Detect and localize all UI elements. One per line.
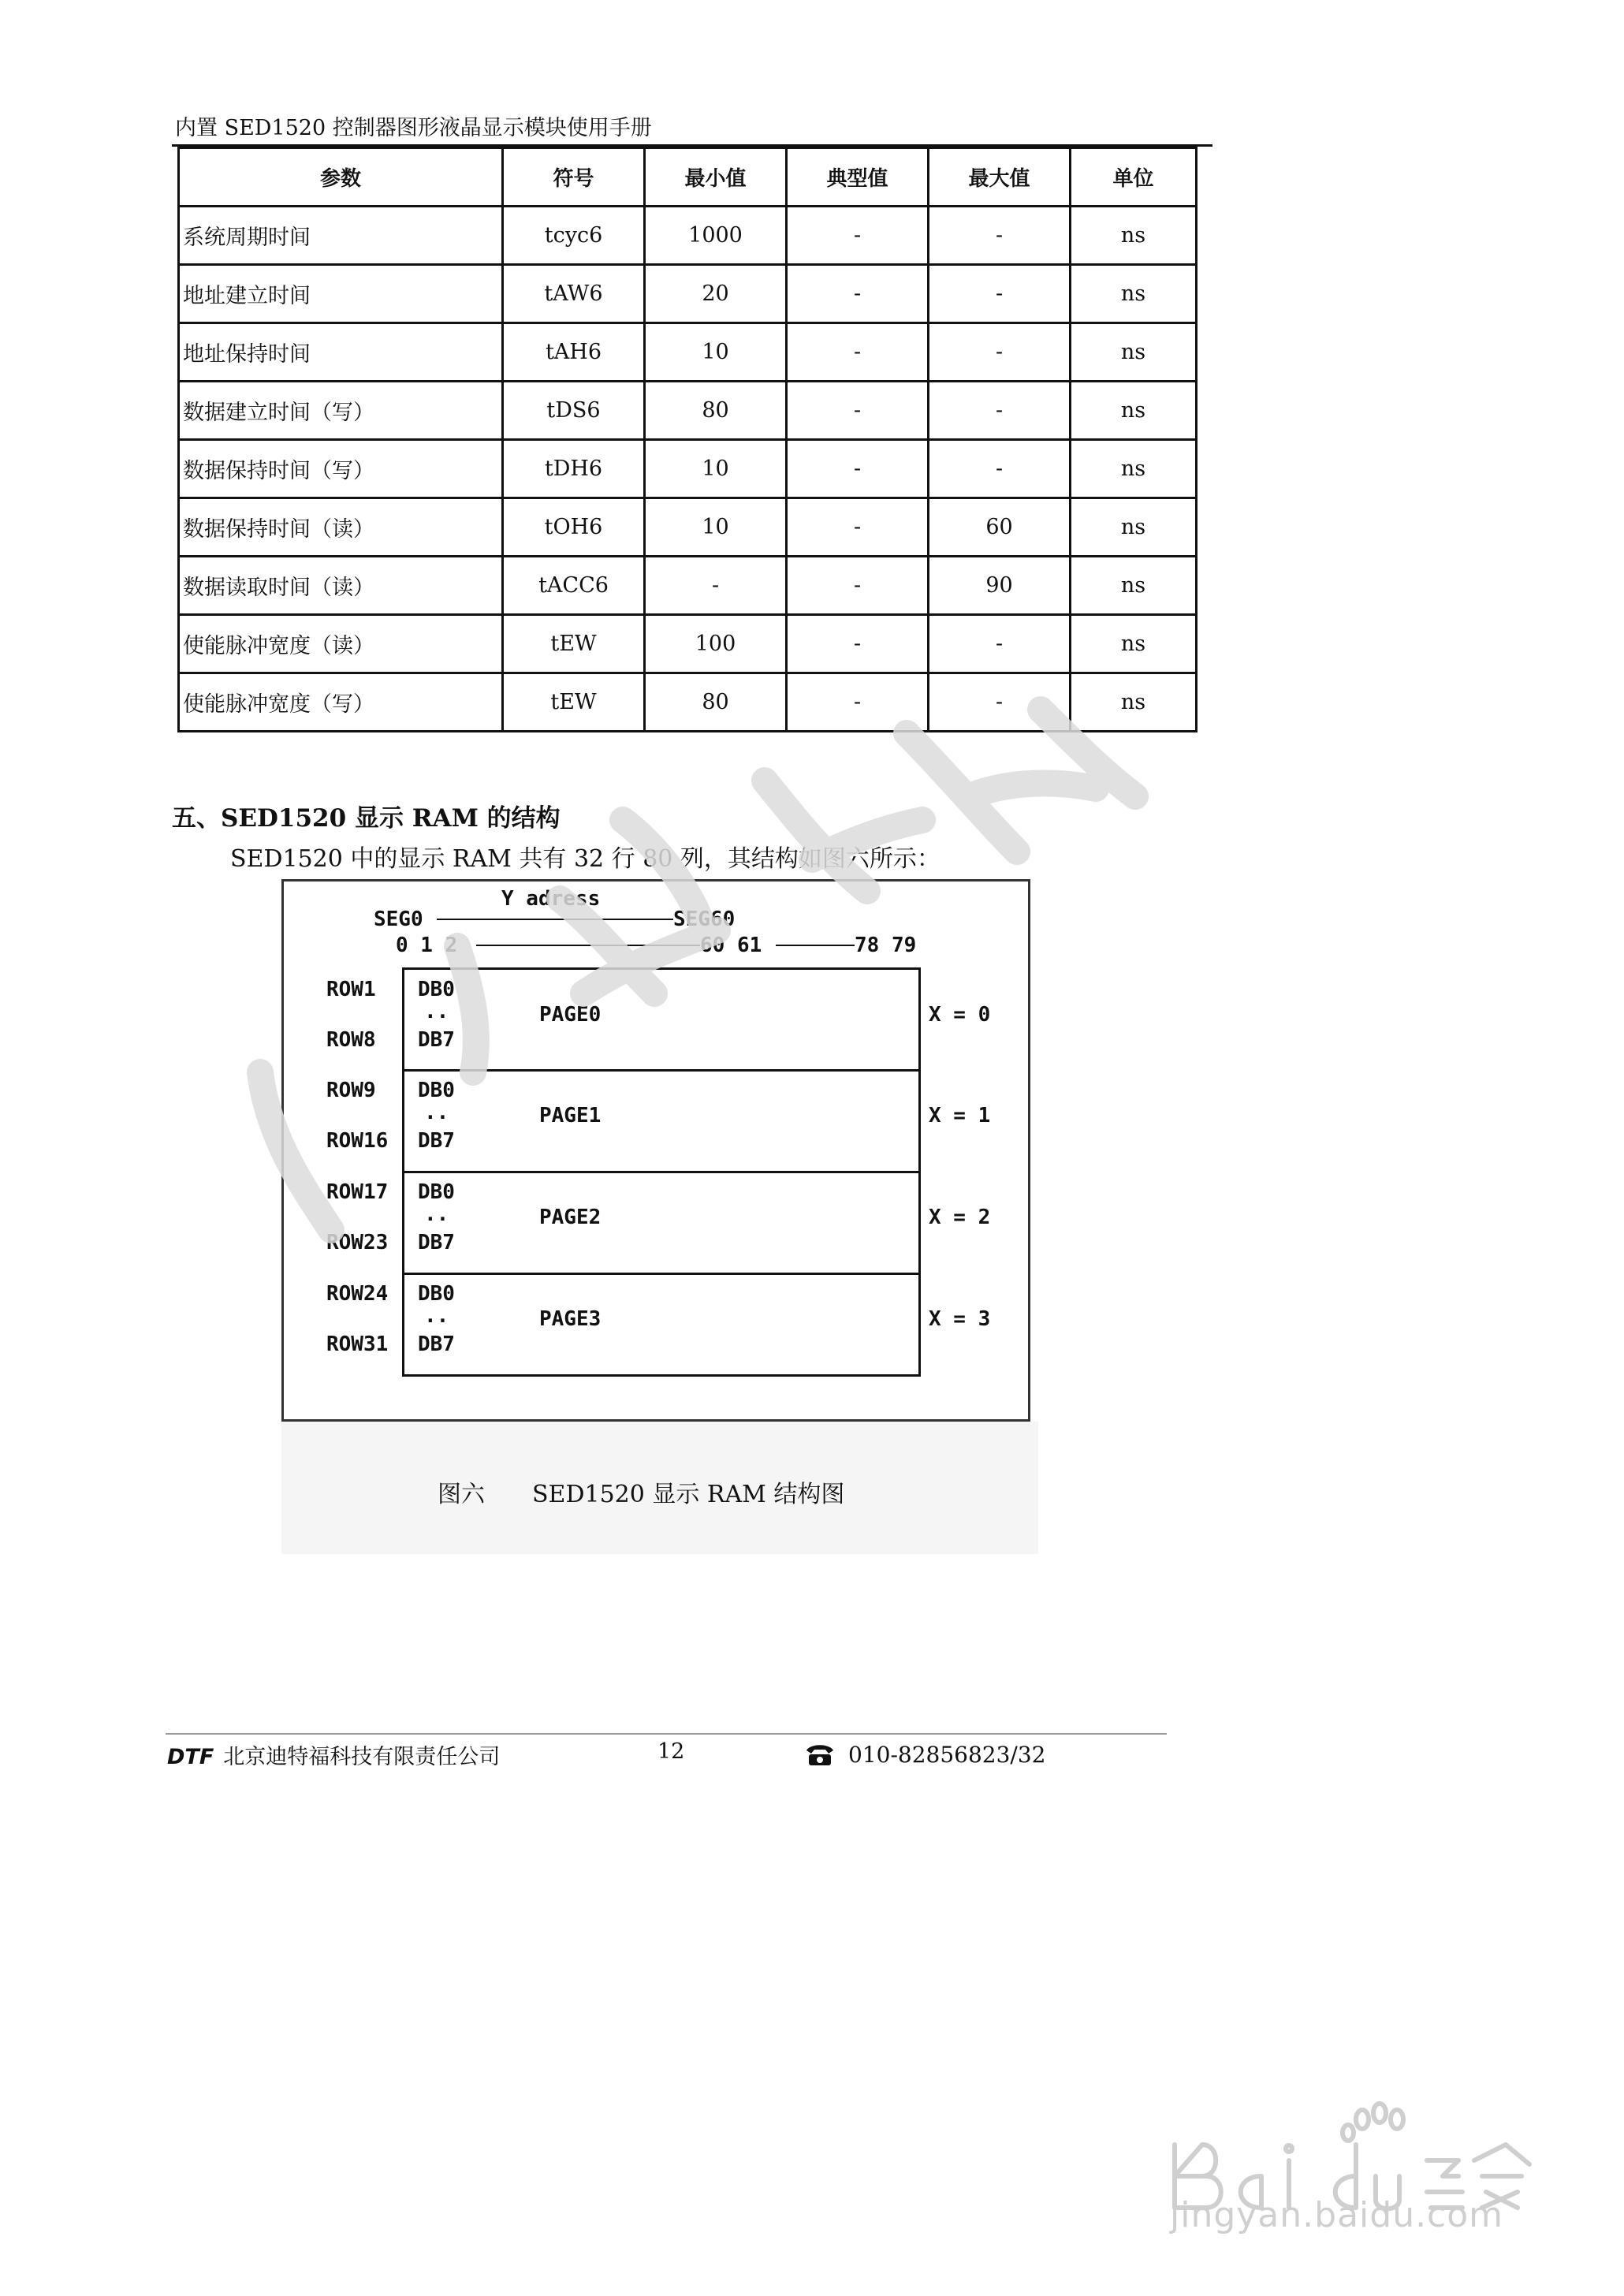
symbol-cell: tAH6 xyxy=(503,323,645,382)
section-heading: 五、SED1520 显示 RAM 的结构 xyxy=(172,804,561,833)
page-box-1 xyxy=(402,1069,921,1173)
param-cell: 系统周期时间 xyxy=(179,207,503,265)
typ-cell: - xyxy=(787,323,929,382)
section-intro: SED1520 中的显示 RAM 共有 32 行 80 列，其结构如图六所示： xyxy=(230,845,941,873)
telephone-icon xyxy=(804,1741,836,1768)
table-row xyxy=(179,440,1197,498)
unit-cell: ns xyxy=(1071,557,1197,615)
max-cell: - xyxy=(929,615,1071,673)
header-cell-max: 最大值 xyxy=(929,148,1071,207)
unit-cell: ns xyxy=(1071,207,1197,265)
page-number: 12 xyxy=(657,1739,685,1764)
page-label: PAGE3 xyxy=(539,1307,602,1331)
symbol-cell: tOH6 xyxy=(503,498,645,557)
figure-caption-number: 图六 xyxy=(438,1481,485,1508)
footer-company-name: 北京迪特福科技有限责任公司 xyxy=(223,1745,501,1769)
param-cell: 地址保持时间 xyxy=(179,323,503,382)
min-cell: 80 xyxy=(645,673,787,732)
page-box-2 xyxy=(402,1171,921,1275)
header-cell-min: 最小值 xyxy=(645,148,787,207)
x-address-label: X = 2 xyxy=(929,1206,991,1229)
header-cell-typ: 典型值 xyxy=(787,148,929,207)
min-cell: 10 xyxy=(645,498,787,557)
min-cell: 1000 xyxy=(645,207,787,265)
db-top-label: DB0 xyxy=(418,1282,455,1306)
row-top-label: ROW24 xyxy=(326,1282,389,1306)
max-cell: - xyxy=(929,323,1071,382)
param-cell: 使能脉冲宽度（读） xyxy=(179,615,503,673)
min-cell: 10 xyxy=(645,323,787,382)
phone-number: 010-82856823/32 xyxy=(848,1741,1046,1768)
db-dots: .. xyxy=(424,1202,449,1226)
table-row xyxy=(179,615,1197,673)
typ-cell: - xyxy=(787,207,929,265)
page-label: PAGE1 xyxy=(539,1104,602,1128)
col-axis-line-1 xyxy=(476,945,700,946)
row-bottom-label: ROW16 xyxy=(326,1129,389,1153)
db-bottom-label: DB7 xyxy=(418,1028,455,1052)
footer-rule xyxy=(166,1733,1167,1735)
typ-cell: - xyxy=(787,265,929,323)
db-dots: .. xyxy=(424,1000,449,1023)
watermark-url: jingyan.baidu.com xyxy=(1170,2195,1504,2235)
db-top-label: DB0 xyxy=(418,1079,455,1102)
symbol-cell: tDH6 xyxy=(503,440,645,498)
col-axis-line-2 xyxy=(776,945,855,946)
symbol-cell: tEW xyxy=(503,615,645,673)
db-bottom-label: DB7 xyxy=(418,1129,455,1153)
page-box-3 xyxy=(402,1273,921,1377)
seg-axis-line xyxy=(437,919,673,920)
max-cell: - xyxy=(929,207,1071,265)
table-row xyxy=(179,498,1197,557)
db-top-label: DB0 xyxy=(418,978,455,1001)
unit-cell: ns xyxy=(1071,673,1197,732)
table-row xyxy=(179,265,1197,323)
figure-caption-text: SED1520 显示 RAM 结构图 xyxy=(532,1481,845,1508)
typ-cell: - xyxy=(787,382,929,440)
unit-cell: ns xyxy=(1071,440,1197,498)
unit-cell: ns xyxy=(1071,382,1197,440)
row-bottom-label: ROW8 xyxy=(326,1028,376,1052)
max-cell: - xyxy=(929,440,1071,498)
min-cell: 20 xyxy=(645,265,787,323)
x-address-label: X = 0 xyxy=(929,1003,991,1027)
header-cell-param: 参数 xyxy=(179,148,503,207)
header-cell-symbol: 符号 xyxy=(503,148,645,207)
param-cell: 使能脉冲宽度（写） xyxy=(179,673,503,732)
max-cell: - xyxy=(929,673,1071,732)
unit-cell: ns xyxy=(1071,615,1197,673)
footer-brand-mark: DTF xyxy=(167,1745,214,1769)
typ-cell: - xyxy=(787,673,929,732)
symbol-cell: tACC6 xyxy=(503,557,645,615)
header-cell-unit: 单位 xyxy=(1071,148,1197,207)
typ-cell: - xyxy=(787,440,929,498)
param-cell: 数据读取时间（读） xyxy=(179,557,503,615)
page-header-title: 内置 SED1520 控制器图形液晶显示模块使用手册 xyxy=(175,116,652,140)
unit-cell: ns xyxy=(1071,498,1197,557)
min-cell: 80 xyxy=(645,382,787,440)
param-cell: 数据保持时间（读） xyxy=(179,498,503,557)
symbol-cell: tcyc6 xyxy=(503,207,645,265)
col-end-label: 78 79 xyxy=(855,934,917,957)
table-row xyxy=(179,207,1197,265)
typ-cell: - xyxy=(787,498,929,557)
col-start-label: 0 1 2 xyxy=(396,934,458,957)
table-row xyxy=(179,557,1197,615)
unit-cell: ns xyxy=(1071,265,1197,323)
row-top-label: ROW9 xyxy=(326,1079,376,1102)
typ-cell: - xyxy=(787,615,929,673)
max-cell: - xyxy=(929,265,1071,323)
typ-cell: - xyxy=(787,557,929,615)
timing-table xyxy=(177,147,1198,732)
y-address-label: Y adress xyxy=(501,887,601,911)
symbol-cell: tEW xyxy=(503,673,645,732)
table-row xyxy=(179,323,1197,382)
row-top-label: ROW17 xyxy=(326,1180,389,1204)
seg-mid-label: SEG60 xyxy=(673,908,736,931)
table-row xyxy=(179,382,1197,440)
col-mid-label: 60 61 xyxy=(700,934,762,957)
db-dots: .. xyxy=(424,1304,449,1328)
param-cell: 地址建立时间 xyxy=(179,265,503,323)
seg-start-label: SEG0 xyxy=(374,908,423,931)
x-address-label: X = 1 xyxy=(929,1104,991,1128)
max-cell: 90 xyxy=(929,557,1071,615)
row-bottom-label: ROW31 xyxy=(326,1332,389,1356)
page-box-0 xyxy=(402,967,921,1072)
min-cell: 10 xyxy=(645,440,787,498)
db-dots: .. xyxy=(424,1101,449,1124)
row-bottom-label: ROW23 xyxy=(326,1231,389,1254)
table-header-row xyxy=(179,148,1197,207)
param-cell: 数据保持时间（写） xyxy=(179,440,503,498)
param-cell: 数据建立时间（写） xyxy=(179,382,503,440)
page-label: PAGE2 xyxy=(539,1206,602,1229)
min-cell: - xyxy=(645,557,787,615)
max-cell: - xyxy=(929,382,1071,440)
table-row xyxy=(179,673,1197,732)
page-label: PAGE0 xyxy=(539,1003,602,1027)
x-address-label: X = 3 xyxy=(929,1307,991,1331)
db-bottom-label: DB7 xyxy=(418,1332,455,1356)
row-top-label: ROW1 xyxy=(326,978,376,1001)
symbol-cell: tAW6 xyxy=(503,265,645,323)
footer-company xyxy=(167,1739,500,1770)
min-cell: 100 xyxy=(645,615,787,673)
figure-caption xyxy=(438,1474,844,1509)
symbol-cell: tDS6 xyxy=(503,382,645,440)
db-top-label: DB0 xyxy=(418,1180,455,1204)
unit-cell: ns xyxy=(1071,323,1197,382)
footer-phone xyxy=(804,1741,1045,1768)
max-cell: 60 xyxy=(929,498,1071,557)
db-bottom-label: DB7 xyxy=(418,1231,455,1254)
